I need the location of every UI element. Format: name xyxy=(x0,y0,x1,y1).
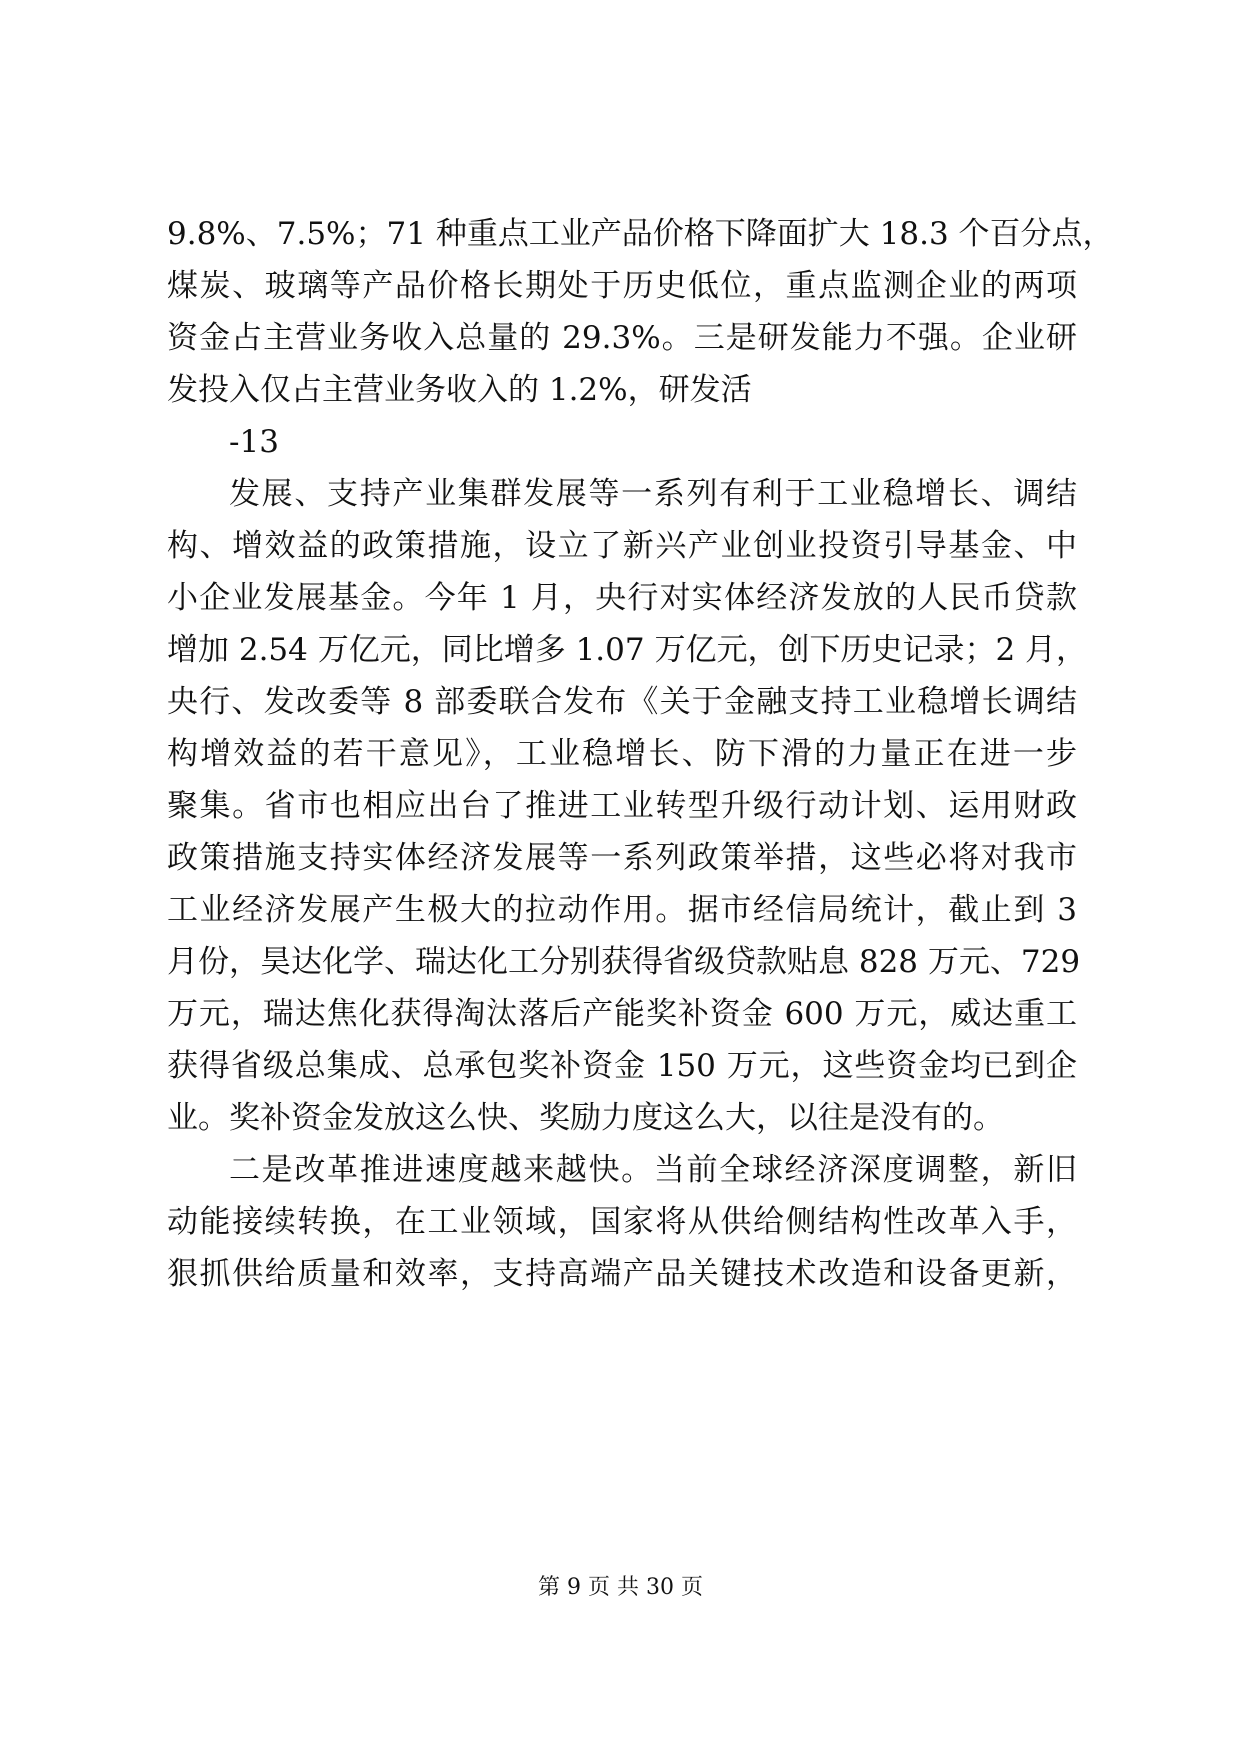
paragraph-1-line-4: 发投入仅占主营业务收入的 1.2%，研发活 xyxy=(167,372,752,408)
paragraph-2-line-2: 构、增效益的政策措施，设立了新兴产业创业投资引导基金、中 xyxy=(167,528,1077,564)
paragraph-2-line-12: 获得省级总集成、总承包奖补资金 150 万元，这些资金均已到企 xyxy=(167,1048,1077,1084)
paragraph-2-line-4: 增加 2.54 万亿元，同比增多 1.07 万亿元，创下历史记录；2 月， xyxy=(167,632,1088,668)
paragraph-1-line-1: 9.8%、7.5%；71 种重点工业产品价格下降面扩大 18.3 个百分点， xyxy=(167,216,1114,252)
paragraph-2-line-9: 工业经济发展产生极大的拉动作用。据市经信局统计，截止到 3 xyxy=(167,892,1077,928)
paragraph-2-line-10: 月份，昊达化学、瑞达化工分别获得省级贷款贴息 828 万元、729 xyxy=(167,944,1081,980)
paragraph-2-line-8: 政策措施支持实体经济发展等一系列政策举措，这些必将对我市 xyxy=(167,840,1077,876)
paragraph-2-line-6: 构增效益的若干意见》，工业稳增长、防下滑的力量正在进一步 xyxy=(167,736,1077,772)
paragraph-2-line-1: 发展、支持产业集群发展等一系列有利于工业稳增长、调结 xyxy=(229,476,1077,512)
paragraph-2-line-11: 万元，瑞达焦化获得淘汰落后产能奖补资金 600 万元，威达重工 xyxy=(167,996,1077,1032)
paragraph-2-line-7: 聚集。省市也相应出台了推进工业转型升级行动计划、运用财政 xyxy=(167,788,1077,824)
paragraph-2-line-5: 央行、发改委等 8 部委联合发布《关于金融支持工业稳增长调结 xyxy=(167,684,1077,720)
page-marker: -13 xyxy=(229,424,279,460)
document-body xyxy=(167,208,1114,1300)
paragraph-2-line-13: 业。奖补资金发放这么快、奖励力度这么大，以往是没有的。 xyxy=(167,1100,1004,1136)
paragraph-3-line-1: 二是改革推进速度越来越快。当前全球经济深度调整，新旧 xyxy=(229,1152,1077,1188)
page-footer: 第 9 页 共 30 页 xyxy=(538,1575,703,1600)
paragraph-2-line-3: 小企业发展基金。今年 1 月，央行对实体经济发放的人民币贷款 xyxy=(167,580,1077,616)
paragraph-3-line-3: 狠抓供给质量和效率，支持高端产品关键技术改造和设备更新， xyxy=(167,1256,1077,1292)
paragraph-3-line-2: 动能接续转换，在工业领域，国家将从供给侧结构性改革入手， xyxy=(167,1204,1077,1240)
paragraph-1-line-2: 煤炭、玻璃等产品价格长期处于历史低位，重点监测企业的两项 xyxy=(167,268,1077,304)
paragraph-1-line-3: 资金占主营业务收入总量的 29.3%。三是研发能力不强。企业研 xyxy=(167,320,1077,356)
